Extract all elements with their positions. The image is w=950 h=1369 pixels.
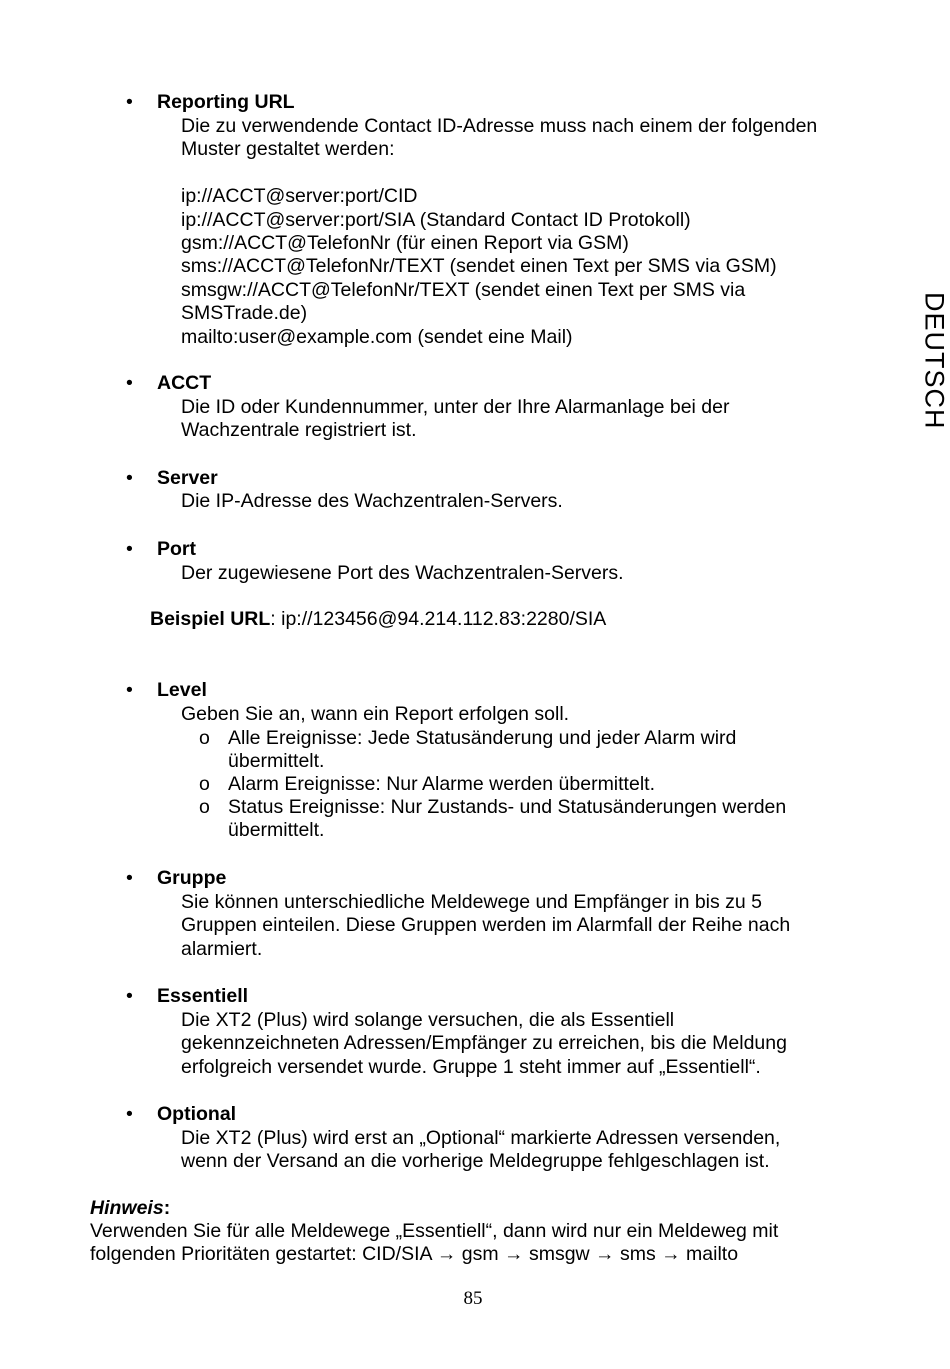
term-essentiell: Essentiell [157,985,249,1007]
url-pattern-line: sms://ACCT@TelefonNr/TEXT (sendet einen Text per SMS via GSM) [181,255,777,278]
side-language-label: DEUTSCH [919,292,950,430]
description-line: Die XT2 (Plus) wird solange versuchen, die als Essentiell [181,1009,675,1031]
bullet-icon: • [126,867,133,889]
url-pattern-line: SMSTrade.de) [181,302,308,325]
description-line: Gruppen einteilen. Diese Gruppen werden im Alarmfall der Reihe nach [181,914,791,937]
sub-item-text [228,727,736,774]
url-pattern-line: gsm://ACCT@TelefonNr (für einen Report via GSM) [181,232,629,255]
description-line: alarmiert. [181,937,263,960]
bullet-icon: • [126,538,133,560]
example-url [150,608,606,631]
sub-item-line: Alle Ereignisse: Jede Statusänderung und jeder Alarm wird [228,727,737,749]
description-line: Die XT2 (Plus) wird erst an „Optional“ markierte Adressen versenden, [181,1127,781,1149]
sub-item-text [228,796,786,843]
bullet-icon: • [126,679,133,701]
hint-text [90,1220,778,1267]
description-line: Die zu verwendende Contact ID-Adresse muss nach einem der folgenden [181,115,818,137]
sub-item-line: übermittelt. [228,750,325,773]
sub-item-line: Status Ereignisse: Nur Zustands- und Statusänderungen werden [228,796,787,818]
bullet-icon: • [126,372,133,394]
hint-title-colon: : [163,1197,171,1219]
example-url-label: Beispiel URL [150,608,271,630]
description-line: erfolgreich versendet wurde. Gruppe 1 steht immer auf „Essentiell“. [181,1055,761,1078]
description-line: Die IP-Adresse des Wachzentralen-Servers. [181,490,563,512]
description-port [181,562,861,585]
term-port: Port [157,538,196,560]
sub-item-line: Alarm Ereignisse: Nur Alarme werden übermittelt. [228,773,655,795]
term-level: Level [157,679,207,701]
description-line: Sie können unterschiedliche Meldewege und Empfänger in bis zu 5 [181,891,763,913]
description-line [181,162,861,185]
term-gruppe: Gruppe [157,867,227,889]
term-optional: Optional [157,1103,237,1125]
description-server [181,490,861,513]
hint-line: folgenden Prioritäten gestartet: CID/SIA → gsm → smsgw → sms → mailto [90,1243,739,1266]
description-line: Muster gestaltet werden: [181,138,395,161]
bullet-icon: • [126,985,133,1007]
description-gruppe [181,891,861,961]
term-reporting-url: Reporting URL [157,91,295,113]
description-line: Geben Sie an, wann ein Report erfolgen soll. [181,703,570,725]
description-line: wenn der Versand an die vorherige Meldegruppe fehlgeschlagen ist. [181,1150,770,1173]
description-line: gekennzeichneten Adressen/Empfänger zu erreichen, bis die Meldung [181,1032,787,1055]
bullet-icon: • [126,91,133,113]
hint-title-text: Hinweis [90,1197,164,1219]
page-number: 85 [463,1288,483,1309]
hint-title [90,1197,170,1220]
url-pattern-line: ip://ACCT@server:port/CID [181,185,418,208]
url-pattern-line: ip://ACCT@server:port/SIA (Standard Contact ID Protokoll) [181,208,691,231]
description-level [181,703,861,726]
url-pattern-line: smsgw://ACCT@TelefonNr/TEXT (sendet einen Text per SMS via [181,278,746,301]
description-optional [181,1127,861,1174]
term-acct: ACCT [157,372,212,394]
description-line: Die ID oder Kundennummer, unter der Ihre Alarmanlage bei der [181,396,730,418]
sub-item-line: übermittelt. [228,819,325,842]
sub-item-text [228,773,655,796]
description-acct [181,396,861,443]
description-line: Der zugewiesene Port des Wachzentralen-Servers. [181,562,624,584]
description-reporting-url [181,115,861,349]
term-server: Server [157,467,218,489]
url-pattern-line: mailto:user@example.com (sendet eine Mail) [181,325,573,348]
description-line: Wachzentrale registriert ist. [181,419,417,442]
description-essentiell [181,1009,861,1079]
bullet-icon: • [126,1103,133,1125]
hint-line: Verwenden Sie für alle Meldewege „Essentiell“, dann wird nur ein Meldeweg mit [90,1220,779,1242]
circle-bullet-icon: o [199,727,210,749]
bullet-icon: • [126,467,133,489]
example-url-value: : ip://123456@94.214.112.83:2280/SIA [270,608,607,630]
circle-bullet-icon: o [199,796,210,818]
circle-bullet-icon: o [199,773,210,795]
